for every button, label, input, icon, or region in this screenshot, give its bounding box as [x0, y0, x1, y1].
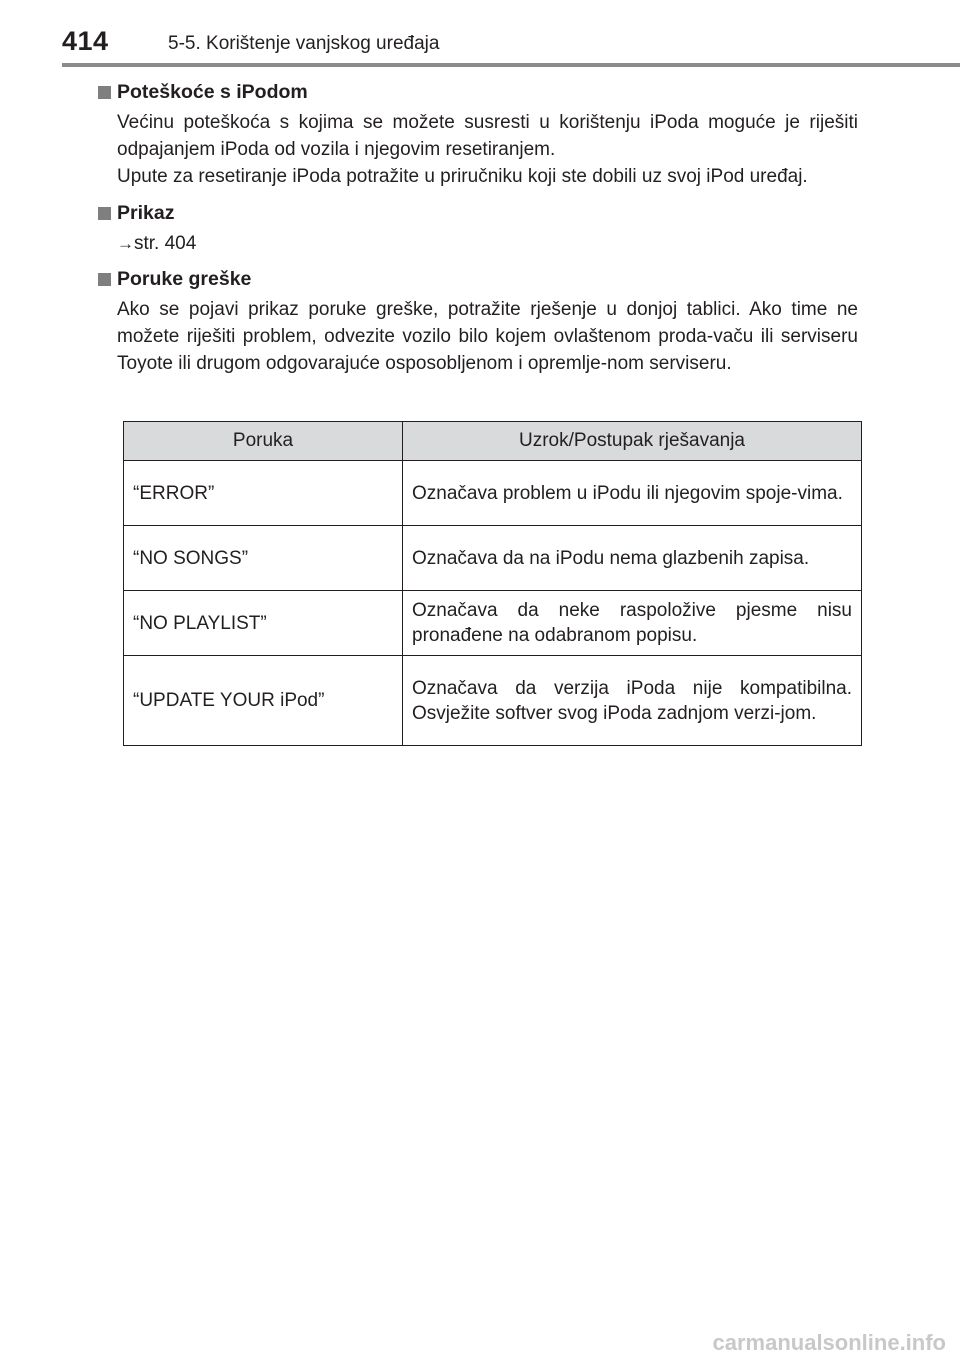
cause-cell: Označava da neke raspoložive pjesme nisu pronađene na odabranom popisu. [403, 591, 862, 656]
heading-text: Poruke greške [117, 267, 252, 290]
error-message-table [123, 421, 862, 746]
message-cell: “NO SONGS” [124, 526, 403, 591]
heading-text: Poteškoće s iPodom [117, 80, 308, 103]
page-number: 414 [62, 26, 109, 56]
page-header [0, 0, 960, 70]
section-heading [98, 200, 858, 226]
table-row [124, 656, 862, 746]
heading-text: Prikaz [117, 201, 175, 224]
section-heading [98, 79, 858, 105]
message-cell: “ERROR” [124, 461, 403, 526]
cause-cell: Označava da verzija iPoda nije kompatibilna. Osvježite softver svog iPoda zadnjom verzi-jom. [403, 656, 862, 746]
page-reference [117, 232, 858, 256]
section-ipod-problems [98, 79, 858, 190]
section-error-messages [98, 266, 858, 377]
paragraph: Ako se pojavi prikaz poruke greške, potražite rješenje u donjoj tablici. Ako time ne možete riješiti problem, odvezite vozilo bilo kojem ovlaštenom proda-vaču ili serviseru Toyote ili drugom odgovarajuće osposobljenom i opremlje-nom serviseru. [117, 299, 858, 374]
header-divider [62, 63, 960, 67]
table-header-row [124, 422, 862, 461]
main-content [98, 79, 858, 387]
section-heading [98, 266, 858, 292]
watermark: carmanualsonline.info [712, 1330, 946, 1355]
arrow-right-icon: → [117, 234, 134, 253]
column-header-message: Poruka [124, 422, 403, 461]
column-header-cause: Uzrok/Postupak rješavanja [403, 422, 862, 461]
section-display [98, 200, 858, 256]
cause-cell: Označava da na iPodu nema glazbenih zapisa. [403, 526, 862, 591]
square-bullet-icon [98, 273, 111, 286]
chapter-title: 5-5. Korištenje vanjskog uređaja [168, 33, 440, 54]
message-cell: “UPDATE YOUR iPod” [124, 656, 403, 746]
table-row [124, 591, 862, 656]
table-row [124, 461, 862, 526]
message-cell: “NO PLAYLIST” [124, 591, 403, 656]
reference-text: str. 404 [134, 233, 197, 254]
table-row [124, 526, 862, 591]
cause-cell: Označava problem u iPodu ili njegovim spoje-vima. [403, 461, 862, 526]
paragraph: Većinu poteškoća s kojima se možete susresti u korištenju iPoda moguće je riješiti odpajanjem iPoda od vozila i njegovim resetiranjem. [117, 112, 858, 160]
square-bullet-icon [98, 207, 111, 220]
paragraph: Upute za resetiranje iPoda potražite u priručniku koji ste dobili uz svoj iPod uređaj. [117, 166, 808, 187]
square-bullet-icon [98, 86, 111, 99]
